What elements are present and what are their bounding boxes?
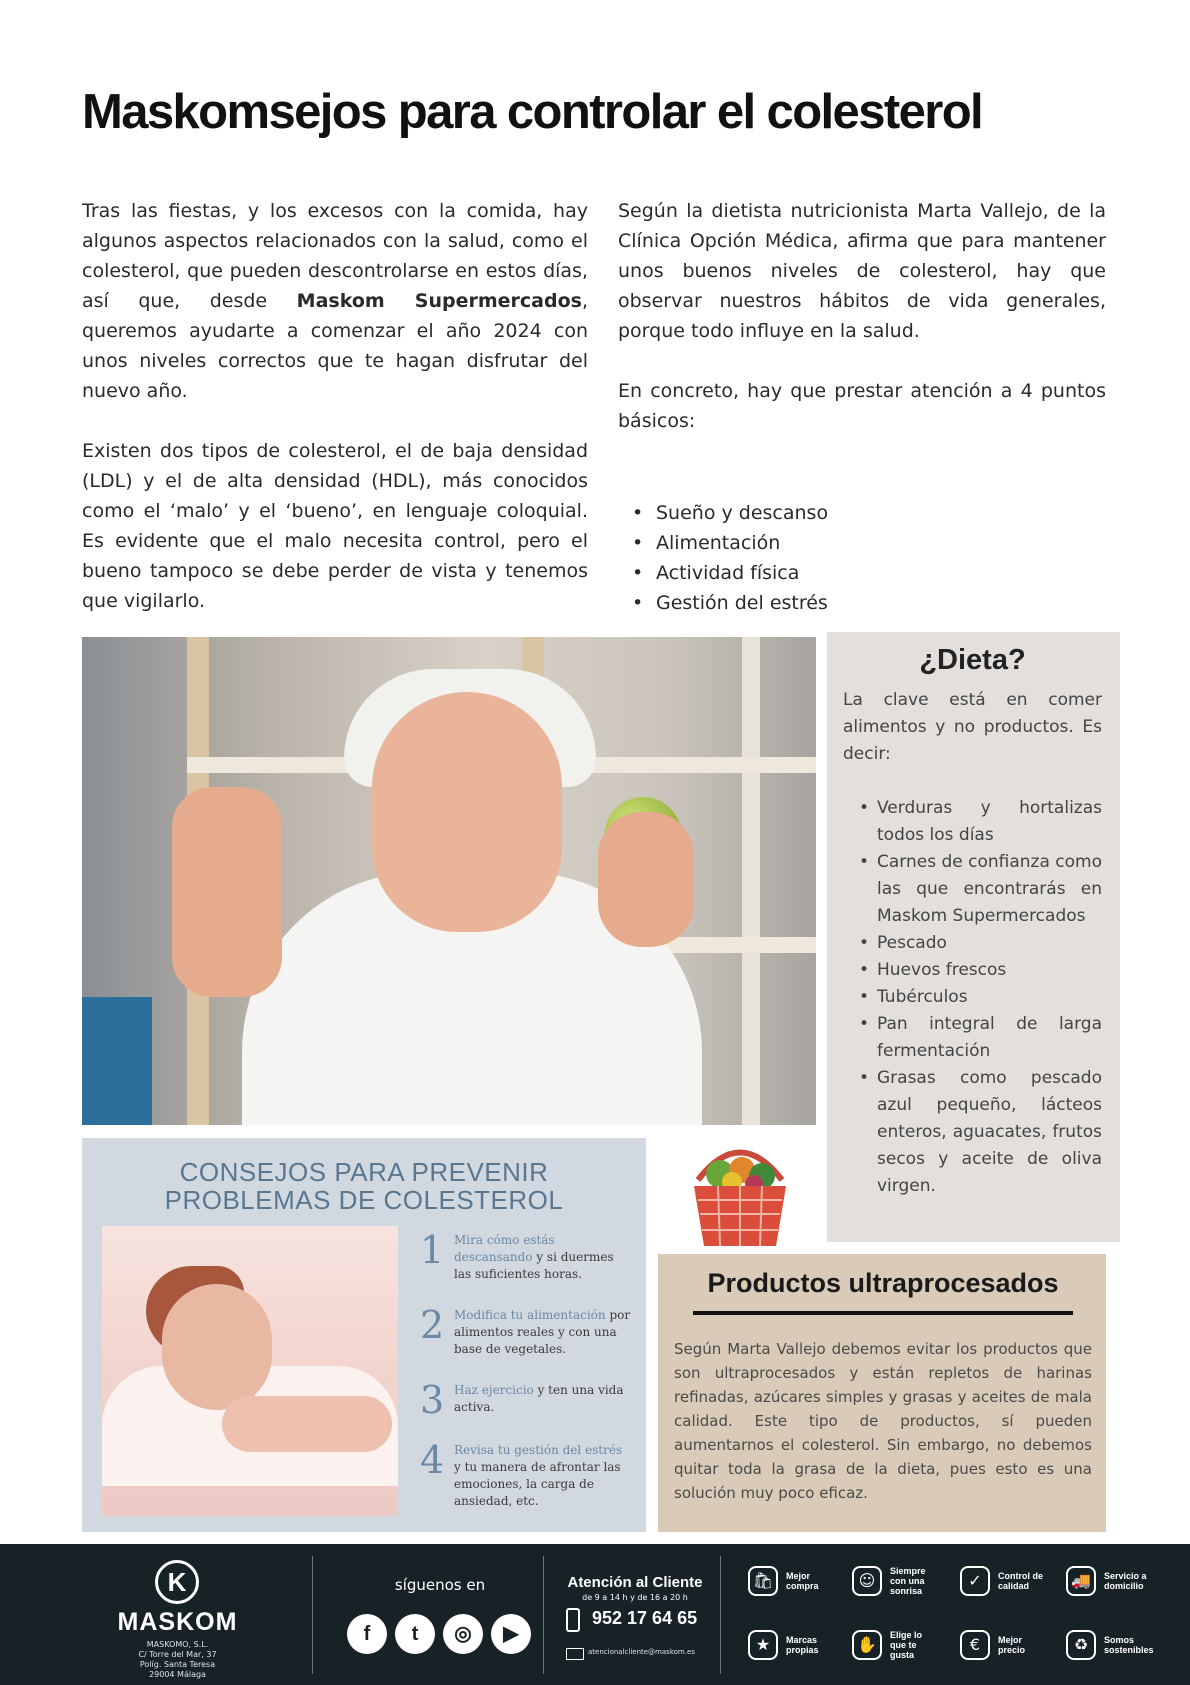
intro-paragraph: Tras las fiestas, y los excesos con la comida, hay algunos aspectos relacionados con la salud, como el colesterol, que pueden descontrolarse en estos días, así que, desde Maskom Supermercados, queremos ayudarte a comenzar el año 2024 con unos niveles correctos que te hagan disfrutar del nuevo año. [82,200,588,402]
diet-intro: La clave está en comer alimentos y no productos. Es decir: [843,690,1102,764]
maskom-logo-icon[interactable]: K [155,1560,199,1604]
phone-number[interactable]: 952 17 64 65 [592,1608,698,1628]
twitter-icon[interactable]: t [395,1614,435,1654]
youtube-icon[interactable]: ▶ [491,1614,531,1654]
instagram-icon[interactable]: ◎ [443,1614,483,1654]
feature-sustainable: ♻ Somos sostenibles [1066,1630,1152,1660]
customer-service-hours: de 9 a 14 h y de 16 a 20 h [582,1593,688,1602]
right-column [618,196,1106,618]
list-item: • Grasas como pescado azul pequeño, lácteos enteros, aguacates, frutos secos y aceite de oliva virgen. [859,1065,1102,1200]
phone-icon [566,1608,580,1632]
diet-panel [827,632,1120,1242]
list-item: • Carnes de confianza como las que encontrarás en Maskom Supermercados [859,849,1102,930]
ultraprocessed-text: Según Marta Vallejo debemos evitar los productos que son ultraprocesados y están repletos de harinas refinadas, azúcares simples y grasas y aceites de mala calidad. Este tipo de productos, sí pueden aumentarnos el colesterol. Sin embargo, no debemos quitar toda la grasa de la dieta, pues esto es una solución muy poco eficaz. [674,1340,1092,1502]
feature-home-delivery: 🚚 Servicio a domicilio [1066,1566,1152,1596]
list-item: • Pan integral de larga fermentación [859,1011,1102,1065]
list-item: • Pescado [859,930,1102,957]
feature-choose: ✋ Elige lo que te gusta [852,1630,938,1660]
tip-step: 2 Modifica tu alimentación por alimentos reales y con una base de vegetales. [420,1303,631,1356]
customer-service-title: Atención al Cliente [567,1574,703,1591]
recycle-icon: ♻ [1066,1630,1096,1660]
list-item: • Alimentación [630,528,1106,558]
follow-label: síguenos en [394,1576,486,1594]
feature-best-price: € Mejor precio [960,1630,1046,1660]
hand-icon: ✋ [852,1630,882,1660]
footer [0,1544,1190,1685]
sleeping-woman-photo [102,1226,398,1516]
smile-icon: ☺ [852,1566,882,1596]
brand-name[interactable]: MASKOM [117,1608,238,1636]
tip-step: 3 Haz ejercicio y ten una vida activa. [420,1378,624,1422]
senior-man-photo [82,637,816,1125]
list-item: • Sueño y descanso [630,498,1106,528]
tips-title: CONSEJOS PARA PREVENIR PROBLEMAS DE COLESTEROL [164,1157,564,1215]
points-list [618,498,1106,618]
social-links [347,1614,531,1654]
euro-icon: € [960,1630,990,1660]
ultraprocessed-panel [658,1254,1106,1532]
article-title: Maskomsejos para controlar el colesterol [82,85,983,139]
points-intro: En concreto, hay que prestar atención a 4 puntos básicos: [618,380,1106,432]
divider [693,1311,1073,1315]
tip-step: 4 Revisa tu gestión del estrés y tu manera de afrontar las emociones, la carga de ansiedad, etc. [420,1438,623,1508]
mail-icon [566,1648,584,1660]
star-icon: ★ [748,1630,778,1660]
feature-best-purchase: 🛍 Mejor compra [748,1566,834,1596]
facebook-icon[interactable]: f [347,1614,387,1654]
tips-steps [420,1228,632,1534]
feature-own-brands: ★ Marcas propias [748,1630,834,1660]
list-item: • Tubérculos [859,984,1102,1011]
diet-title: ¿Dieta? [919,644,1026,676]
feature-smile: ☺ Siempre con una sonrisa [852,1566,938,1596]
company-address: MASKOMO, S.L. C/ Torre del Mar, 37 Políg. Santa Teresa 29004 Málaga [138,1640,217,1679]
list-item: • Actividad física [630,558,1106,588]
email-link[interactable]: atencionalcliente@maskom.es [588,1648,695,1656]
diet-list [843,795,1102,1200]
list-item: • Huevos frescos [859,957,1102,984]
tips-panel [82,1138,646,1532]
left-column [82,196,588,646]
brand-highlight: Maskom Supermercados [296,290,582,312]
vegetable-basket-icon [680,1130,800,1250]
dietitian-paragraph: Según la dietista nutricionista Marta Vallejo, de la Clínica Opción Médica, afirma que para mantener unos buenos niveles de colesterol, hay que observar nuestros hábitos de vida generales, porque todo influye en la salud. [618,200,1106,342]
feature-quality-control: ✓ Control de calidad [960,1566,1046,1596]
list-item: • Verduras y hortalizas todos los días [859,795,1102,849]
cholesterol-types-paragraph: Existen dos tipos de colesterol, el de baja densidad (LDL) y el de alta densidad (HDL), más conocidos como el ‘malo’ y el ‘bueno’, en lenguaje coloquial. Es evidente que el malo necesita control, pero el bueno tampoco se debe perder de vista y tenemos que vigilarlo. [82,440,588,612]
list-item: • Gestión del estrés [630,588,1106,618]
truck-icon: 🚚 [1066,1566,1096,1596]
bag-icon: 🛍 [748,1566,778,1596]
quality-check-icon: ✓ [960,1566,990,1596]
ultraprocessed-title: Productos ultraprocesados [707,1268,1059,1298]
tip-step: 1 Mira cómo estás descansando y si duermes las suficientes horas. [420,1228,614,1281]
